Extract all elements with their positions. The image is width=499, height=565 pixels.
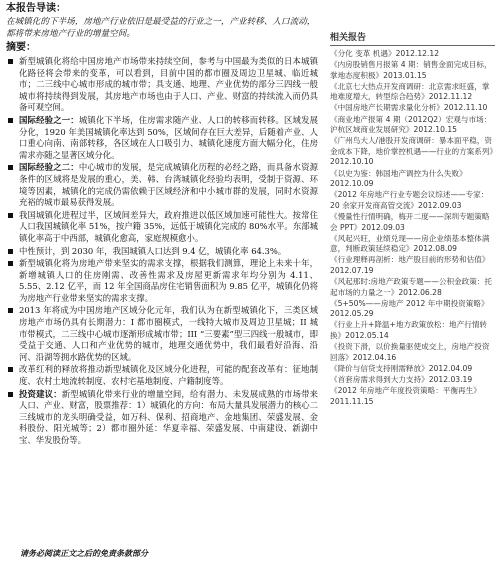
related-report-link[interactable]: 《行业理释再剖析：地产股目前的形势和估值》2012.07.19 bbox=[330, 255, 490, 275]
related-report-link[interactable]: 《5+50%——房地产 2012 年中期投资策略》2012.05.29 bbox=[330, 298, 489, 319]
related-report-link[interactable]: 《2012 年房地产行业专题会议综述——专家：20 余家开发商高管交流》2012.09.03 bbox=[330, 190, 489, 210]
guide-title: 本报告导读： bbox=[6, 3, 66, 14]
abstract-bullet-list bbox=[6, 56, 318, 447]
related-report-link[interactable]: 《风起那时:房地产政策专题——公积金政策：托起市场的力量之一》2012.06.28 bbox=[330, 276, 493, 297]
bullet-text: 中性预计，到 2030 年，我国城镇人口达到 9.4 亿，城镇化率 64.3%。 bbox=[19, 245, 287, 256]
bullet-item bbox=[6, 210, 318, 245]
bullet-item bbox=[6, 115, 318, 161]
bullet-lead: 投资建议： bbox=[19, 388, 62, 399]
bullet-item bbox=[6, 364, 318, 387]
bullet-item bbox=[6, 305, 318, 363]
bullet-text: 2013 年将成为中国房地产区域分化元年，我们认为在新型城镇化下，三类区域房地产市场仍具有长期潜力：I 都市圈模式，一线特大城市及周边卫星城；II 城市带模式，二三线中心城市逐渐形成城市带；III “三要素”型三四线一般城市，即受益于交通、人口和产业优势的城市，地理交通优势中，我们最看好沿海、沿河、沿湖等拥水路优势的区域。 bbox=[19, 305, 318, 362]
bullet-text: 新型城镇化将给中国房地产市场带来持续空间，参考与中国最为类似的日本城镇化路径将会带来的变革，可以看到，目前中国的都市圈及周边卫星城、临近城市；二三线中心城市形成的城市带；具支通、地理、产业优势的部分三四线一般城市将持续得到发展，其房地产市场也由于人口、产业、财富的持续流入而仍具备可观空间。 bbox=[19, 56, 318, 113]
related-report-link[interactable]: 《中国房地产长期需求量化分析》2012.11.10 bbox=[330, 103, 488, 113]
bullet-item bbox=[6, 389, 318, 447]
related-report-link[interactable]: 《以史为鉴：韩国地产调控为什么失败》2012.10.09 bbox=[330, 168, 467, 189]
related-report-link[interactable]: 《首套房需求得到大力支持》2012.03.19 bbox=[330, 374, 473, 384]
related-report-link[interactable]: 《内房股销售月报第 4 期：销售金面完成目标，掌地态度积极》2013.01.15 bbox=[330, 60, 492, 80]
related-report-link[interactable]: 《北京七大热点开发商调研：北京需求旺盛，掌地难度增大，转型综合趋势》2012.11.12 bbox=[330, 81, 490, 102]
related-reports-list bbox=[330, 49, 495, 407]
bullet-lead: 国际经验之二： bbox=[19, 162, 79, 173]
bullet-text: 新型城镇化将为房地产带来坚实的需求支撑，根据我们测算，理论上未来十年，新增城镇人口的住房刚需、改善性需求及房屋更新需求年均分别为 4.11、5.55、2.12 亿平，而 12 年全国商品房住宅销售面积为 9.85 亿平，城镇化仍将为房地产行业带来坚实的需求支撑。 bbox=[19, 258, 318, 303]
guide-text: 在城镇化的下半场，房地产行业依旧是最受益的行业之一，产业转移、人口流动，都将带来房地产行业的增量空间。 bbox=[6, 17, 316, 39]
related-reports-sidebar bbox=[330, 30, 495, 408]
bullet-text: 改革红利的释放将推动新型城镇化及区域分化进程，可能的配套改革有：征地制度、农村土地流转制度、农村宅基地制度、户籍制度等。 bbox=[19, 364, 318, 387]
main-column bbox=[6, 2, 318, 448]
bullet-item bbox=[6, 258, 318, 304]
related-report-link[interactable]: 《分化 变革 机遇》2012.12.12 bbox=[330, 49, 440, 58]
bullet-text: 我国城镇化进程过半，区域间差异大，政府推进以低区域加速可能性大。按常住人口我国城镇化率 51%，按户籍 35%，远低于城镇化完成的 80%水平。东部城镇化率高于中西部，城镇化愈高，家庭规模愈小。 bbox=[19, 209, 318, 243]
bullet-item bbox=[6, 246, 318, 258]
bullet-text: 新型城镇化带来行业的增量空间，给有潜力、未发展成熟的市场带来人口、产业、财富，股票推荐：1）城镇化的方向：布局大量具发展潜力的核心二三线城市的龙头明确受益，如万科、保利、招商地产、金地集团、荣盛发展、金科股份、阳光城等；2）都市圈外延：华夏幸福、荣盛发展、中南建设、新湖中宝、华发股份等。 bbox=[19, 388, 319, 445]
related-report-link[interactable]: 《商业地产报第 4 期（2012Q2）宏观与市场：沪杭区域商业发展研究》2012.10.15 bbox=[330, 114, 492, 135]
related-report-link[interactable]: 《2012 年房地产年度投资策略：平衡再生》2011.11.15 bbox=[330, 385, 481, 406]
related-report-link[interactable]: 《降价与信贷支持刚需释放》2012.04.09 bbox=[330, 363, 473, 373]
bullet-text: 城镇化下半场，住房需求随产业、人口的转移而转移。区域发展分化，1920 年美国城镇化率达到 50%，区域间存在巨大差异，后随着产业、人口重心向南、南部转移，各区域在人口吸引力、城镇化速度方面大幅分化，住房需求亦随之显著区域分化。 bbox=[19, 114, 319, 160]
related-report-link[interactable]: 《风起兴旺，业绩兑现——房企业绩基本整体满意，判断政策延续稳定》2012.08.09 bbox=[330, 233, 490, 254]
related-report-link[interactable]: 《慢量性行情明确，梅开二度——深圳专题策略会 PPT》2012.09.03 bbox=[330, 211, 490, 232]
disclaimer-text: 请务必阅读正文之后的免责条款部分 bbox=[20, 548, 148, 558]
related-report-link[interactable]: 《广州鸟大人/港股开发商调研：暴本面平稳，资金成本下降，地价掌控机遇——行业的方案系列》2012.10.10 bbox=[330, 136, 494, 167]
bullet-item bbox=[6, 56, 318, 114]
bullet-lead: 国际经验之一： bbox=[19, 114, 79, 125]
abstract-title: 摘要： bbox=[6, 42, 36, 53]
related-report-link[interactable]: 《投资下滑，以价换量驱使成交上，房地产投资回落》2012.04.16 bbox=[330, 342, 490, 362]
related-reports-title: 相关报告 bbox=[330, 30, 495, 46]
related-report-link[interactable]: 《行业上升+降温+地方政策放松：地产行情转换》2012.05.14 bbox=[330, 320, 488, 340]
bullet-item bbox=[6, 162, 318, 208]
bullet-text: 中心城市的发展，是完成城镇化历程的必经之路，而具备水资源条件的区域将是发展的重心，美、韩、台湾城镇化经验均表明，受制于资源、环境等因素，城镇化的完成仍需依赖于区域经济和中小城市群的发展，同时水资源充裕的城市最易获得发展。 bbox=[19, 162, 319, 208]
